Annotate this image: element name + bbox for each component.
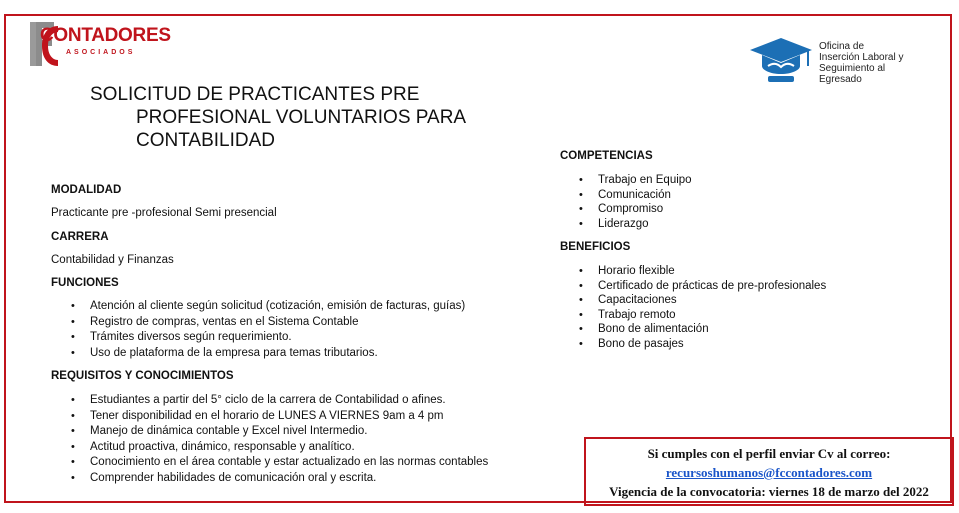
office-line: Oficina de — [819, 41, 865, 52]
list-item: • Trámites diversos según requerimiento. — [90, 330, 465, 346]
carrera-text: Contabilidad y Finanzas — [51, 254, 174, 266]
title-line-2: PROFESIONAL VOLUNTARIOS PARA — [136, 107, 467, 128]
list-item: • Bono de pasajes — [598, 337, 826, 352]
list-item: • Certificado de prácticas de pre-profesionales — [598, 279, 826, 294]
office-line: Inserción Laboral y — [819, 52, 904, 63]
requisitos-heading: REQUISITOS Y CONOCIMIENTOS — [51, 370, 234, 382]
list-item: • Trabajo remoto — [598, 308, 826, 323]
list-item: • Actitud proactiva, dinámico, responsable y analítico. — [90, 440, 488, 456]
list-item: • Tener disponibilidad en el horario de LUNES A VIERNES 9am a 4 pm — [90, 409, 488, 425]
list-item: • Conocimiento en el área contable y estar actualizado en las normas contables — [90, 455, 488, 471]
competencias-heading: COMPETENCIAS — [560, 150, 653, 162]
list-item: • Estudiantes a partir del 5° ciclo de la carrera de Contabilidad o afines. — [90, 393, 488, 409]
logo-subtitle: ASOCIADOS — [66, 49, 136, 56]
modalidad-heading: MODALIDAD — [51, 184, 122, 196]
funciones-heading: FUNCIONES — [51, 277, 119, 289]
list-item: • Registro de compras, ventas en el Sistema Contable — [90, 315, 465, 331]
funciones-list — [90, 299, 465, 361]
logo-name: CONTADORES — [40, 25, 171, 46]
contact-box — [584, 437, 954, 506]
list-item: • Trabajo en Equipo — [598, 173, 692, 188]
office-name — [819, 41, 939, 85]
page-title — [90, 83, 466, 152]
competencias-list — [598, 173, 692, 231]
list-item: • Comprender habilidades de comunicación oral y escrita. — [90, 471, 488, 487]
contact-instruction: Si cumples con el perfil enviar Cv al correo: — [647, 446, 891, 461]
list-item: • Manejo de dinámica contable y Excel nivel Intermedio. — [90, 424, 488, 440]
requisitos-list — [90, 393, 488, 486]
graduation-cap-icon — [748, 36, 814, 86]
office-logo — [748, 36, 814, 86]
list-item: • Atención al cliente según solicitud (cotización, emisión de facturas, guías) — [90, 299, 465, 315]
beneficios-list — [598, 264, 826, 351]
modalidad-text: Practicante pre -profesional Semi presencial — [51, 207, 277, 219]
office-line: Egresado — [819, 74, 862, 85]
title-line-3: CONTABILIDAD — [136, 130, 276, 151]
contact-email-link[interactable]: recursoshumanos@fccontadores.com — [665, 465, 873, 480]
deadline-text: Vigencia de la convocatoria: viernes 18 de marzo del 2022 — [609, 484, 929, 499]
title-line-1: SOLICITUD DE PRACTICANTES PRE — [90, 84, 420, 105]
beneficios-heading: BENEFICIOS — [560, 241, 631, 253]
list-item: • Comunicación — [598, 188, 692, 203]
list-item: • Liderazgo — [598, 217, 692, 232]
list-item: • Horario flexible — [598, 264, 826, 279]
list-item: • Bono de alimentación — [598, 322, 826, 337]
list-item: • Uso de plataforma de la empresa para temas tributarios. — [90, 346, 465, 362]
list-item: • Capacitaciones — [598, 293, 826, 308]
carrera-heading: CARRERA — [51, 231, 109, 243]
office-line: Seguimiento al — [819, 63, 886, 74]
list-item: • Compromiso — [598, 202, 692, 217]
